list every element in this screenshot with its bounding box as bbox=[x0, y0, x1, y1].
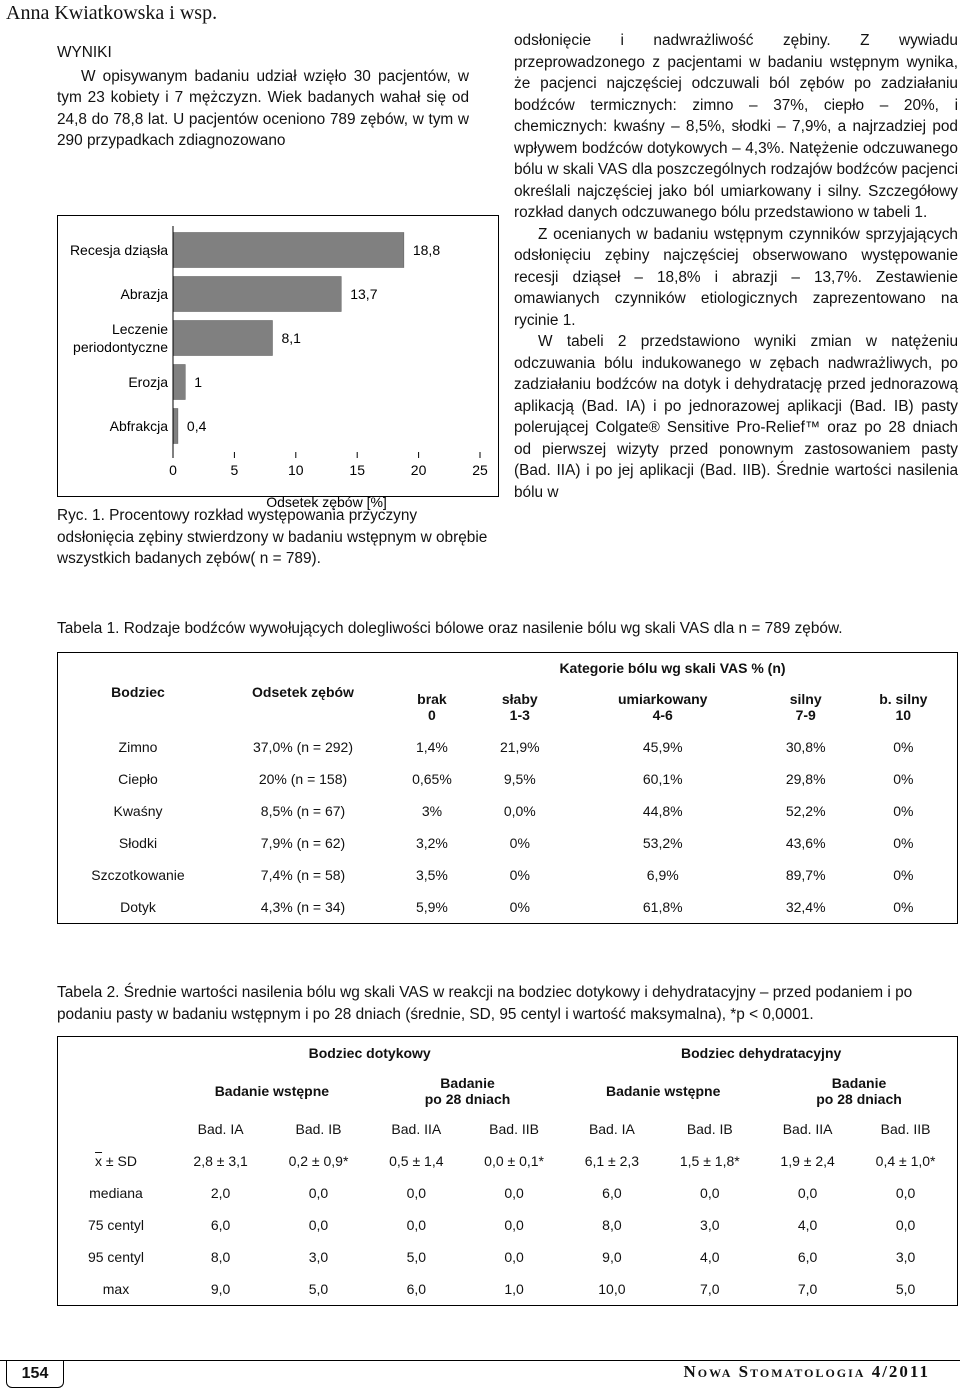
table1-cell: 53,2% bbox=[642, 835, 683, 851]
right-column bbox=[514, 30, 958, 503]
table2-subcolumn-header: Bad. IA bbox=[197, 1121, 244, 1137]
table2-dehyd-baseline: Badanie wstępne bbox=[605, 1083, 721, 1099]
right-paragraph-3: W tabeli 2 przedstawiono wyniki zmian w natężeniu odczuwania bólu indukowanego w zębach nadwrażliwych, po zadziałaniu bodźców na dotyk i dehydratację przed jednorazową aplikacją (Bad. IA) i po jednorazowej aplikacji (Bad. IB) pasty polerującej Colgate® Sensitive Pro-Relief™ oraz po 28 dniach od pierwszej wizyty przed ponownym zastosowaniem pasty (Bad. IIA) i po jej aplikacji (Bad. IIB). Średnie wartości nasilenia bólu w bbox=[514, 333, 958, 501]
table1-cell: Ciepło bbox=[118, 771, 158, 787]
table2-cell: 8,0 bbox=[602, 1217, 622, 1233]
table1-header-vas: Kategorie bólu wg skali VAS % (n) bbox=[559, 660, 786, 676]
table1-cell: 32,4% bbox=[785, 899, 826, 915]
table1-header-stimulus: Bodziec bbox=[111, 684, 165, 700]
x-tick-label-4: 20 bbox=[410, 462, 427, 478]
table2-cell: 6,0 bbox=[797, 1249, 818, 1265]
table1-cell: 0% bbox=[893, 835, 914, 851]
table1-vas-category-1 bbox=[476, 683, 564, 731]
table1-cell: 3,5% bbox=[415, 867, 448, 883]
table2-cell: 0,0 bbox=[797, 1185, 818, 1201]
table-row bbox=[58, 1145, 958, 1177]
table1-caption: Tabela 1. Rodzaje bodźców wywołujących dolegliwości bólowe oraz nasilenie bólu wg skali VAS dla n = 789 zębów. bbox=[57, 620, 843, 637]
vas-category-range: 0 bbox=[428, 707, 436, 723]
table-1 bbox=[57, 652, 958, 924]
category-label-4: Abfrakcja bbox=[109, 418, 168, 434]
page-number: 154 bbox=[6, 1361, 64, 1388]
table2-body bbox=[58, 1145, 958, 1306]
x-tick-label-3: 15 bbox=[349, 462, 365, 478]
table2-cell: 0,0 bbox=[308, 1185, 329, 1201]
table2-subcolumn-header: Bad. IA bbox=[588, 1121, 635, 1137]
table2-cell: 8,0 bbox=[210, 1249, 231, 1265]
bar-0 bbox=[173, 233, 404, 268]
table2-cell: 6,0 bbox=[406, 1281, 427, 1297]
table2-cell: 3,0 bbox=[308, 1249, 329, 1265]
category-label-0: Recesja dziąsła bbox=[69, 242, 168, 258]
table1-cell: Kwaśny bbox=[113, 803, 163, 819]
results-heading: WYNIKI bbox=[57, 44, 112, 61]
table2-cell: 1,9 ± 2,4 bbox=[780, 1153, 835, 1169]
table2-subcolumn-row bbox=[58, 1113, 958, 1145]
table2-dehyd-after-l1: Badanie bbox=[831, 1075, 887, 1091]
table2-cell: 0,0 ± 0,1* bbox=[484, 1153, 544, 1169]
table1-cell: 0,65% bbox=[412, 771, 452, 787]
table1-cell: 0% bbox=[893, 771, 914, 787]
table2-cell: 0,0 bbox=[308, 1217, 329, 1233]
table1-cell: 0,0% bbox=[503, 803, 536, 819]
right-paragraph-1: odsłonięcie i nadwrażliwość zębiny. Z wywiadu przeprowadzonego z pacjentami w badaniu wstępnym wynika, że pacjenci najczęściej odczuwali ból zębów po zadziałaniu bodźców termicznych: zimno – 37%, ciepło – 20%, i chemicznych: kwaśny – 8,5%, słodki – 7,9%, a najrzadziej pod wpływem bodźców dotykowych – 4,3%. Natężenie odczuwanego bólu w skali VAS dla poszczególnych rodzajów bodźców pacjenci określali najczęściej jako ból umiarkowany i silny. Szczegółowy rozkład danych odczuwanego bólu przedstawiono w tabeli 1. bbox=[514, 32, 958, 221]
value-label-3: 1 bbox=[194, 374, 203, 390]
category-label-1: Abrazja bbox=[120, 286, 168, 302]
category-label-2-0: Leczenie bbox=[111, 321, 168, 337]
table2-cell: 2,0 bbox=[210, 1185, 231, 1201]
table1-cell: 9,5% bbox=[503, 771, 536, 787]
table2-cell: 10,0 bbox=[598, 1281, 626, 1297]
table2-touch-after-l2: po 28 dniach bbox=[424, 1091, 511, 1107]
table1-cell: Szczotkowanie bbox=[91, 867, 185, 883]
running-title: Anna Kwiatkowska i wsp. bbox=[6, 2, 218, 24]
figure-caption: Ryc. 1. Procentowy rozkład występowania przyczyny odsłonięcia zębiny stwierdzony w badaniu wstępnym w obrębie wszystkich badanych zębów( n = 789). bbox=[57, 507, 488, 567]
table2-cell: 9,0 bbox=[210, 1281, 231, 1297]
vas-category-range: 7-9 bbox=[795, 707, 816, 723]
table2-cell: 0,0 bbox=[406, 1185, 427, 1201]
table1-vas-category-0 bbox=[388, 683, 476, 731]
value-label-2: 8,1 bbox=[281, 330, 301, 346]
table2-dehyd-after-l2: po 28 dniach bbox=[816, 1091, 902, 1107]
value-label-4: 0,4 bbox=[186, 418, 207, 434]
table1-cell: Słodki bbox=[118, 835, 158, 851]
table2-group-touch: Bodziec dotykowy bbox=[308, 1045, 431, 1061]
table2-caption: Tabela 2. Średnie wartości nasilenia bólu wg skali VAS w reakcji na bodziec dotykowy i dehydratacyjny – przed podaniem i po podaniu pasty w badaniu wstępnym i po 28 dniach (średnie, SD, 95 centyl i wartość maksymalna), *p < 0,0001. bbox=[57, 984, 913, 1023]
table2-cell: 0,0 bbox=[700, 1185, 720, 1201]
bar-2 bbox=[173, 321, 272, 356]
table1-cell: 6,9% bbox=[646, 867, 679, 883]
vas-category-name: silny bbox=[789, 691, 822, 707]
table-row bbox=[58, 1273, 958, 1306]
table-row bbox=[58, 891, 958, 924]
table2-row-label bbox=[58, 1145, 175, 1177]
table1-cell: 1,4% bbox=[415, 739, 448, 755]
table1-cell: 89,7% bbox=[785, 867, 826, 883]
table1-body bbox=[58, 731, 958, 924]
vas-category-range: 1-3 bbox=[509, 707, 530, 723]
vas-category-name: brak bbox=[417, 691, 447, 707]
table1-vas-category-3 bbox=[762, 683, 850, 731]
table-row bbox=[58, 795, 958, 827]
table1-cell: 8,5% (n = 67) bbox=[260, 803, 346, 819]
table1-cell: 3,2% bbox=[415, 835, 448, 851]
table1-cell: 7,4% (n = 58) bbox=[260, 867, 346, 883]
table2-group-dehydration: Bodziec dehydratacyjny bbox=[681, 1045, 842, 1061]
mean-symbol: $\overline{x}$ bbox=[95, 1153, 103, 1169]
table1-cell: 5,9% bbox=[415, 899, 448, 915]
table1-cell: 0% bbox=[893, 899, 914, 915]
table1-cell: 60,1% bbox=[642, 771, 683, 787]
mean-suffix: ± SD bbox=[102, 1153, 137, 1169]
table1-cell: 21,9% bbox=[499, 739, 540, 755]
table1-cell: 3% bbox=[421, 803, 443, 819]
table2-blank bbox=[58, 1069, 175, 1113]
table-row bbox=[58, 827, 958, 859]
table1-cell: 45,9% bbox=[642, 739, 683, 755]
table2-cell: 0,0 bbox=[504, 1217, 524, 1233]
table1-cell: 7,9% (n = 62) bbox=[260, 835, 346, 851]
table1-cell: 0% bbox=[509, 899, 530, 915]
table2-cell: 0,0 bbox=[504, 1185, 524, 1201]
table1-cell: Zimno bbox=[118, 739, 158, 755]
x-tick-label-0: 0 bbox=[169, 462, 177, 478]
table2-cell: 1,0 bbox=[504, 1281, 524, 1297]
table1-cell: 0% bbox=[509, 835, 530, 851]
table2-cell: 6,0 bbox=[602, 1185, 622, 1201]
journal-name: Nowa Stomatologia 4/2011 bbox=[683, 1362, 930, 1381]
table1-cell: 0% bbox=[893, 867, 914, 883]
vas-category-range: 10 bbox=[895, 707, 912, 723]
table2-cell: 4,0 bbox=[700, 1249, 720, 1265]
table1-cell: 0% bbox=[893, 739, 914, 755]
table1-vas-category-4 bbox=[850, 683, 958, 731]
table2-cell: 5,0 bbox=[895, 1281, 916, 1297]
table2-dehyd-after bbox=[761, 1069, 957, 1113]
table-row bbox=[58, 763, 958, 795]
bar-3 bbox=[173, 365, 185, 400]
table2-subcolumn-header: Bad. IB bbox=[295, 1121, 342, 1137]
table-row bbox=[58, 859, 958, 891]
table-row bbox=[58, 1241, 958, 1273]
table2-cell: 0,0 bbox=[406, 1217, 427, 1233]
vas-category-range: 4-6 bbox=[652, 707, 673, 723]
table1-cell: 37,0% (n = 292) bbox=[252, 739, 353, 755]
table1-cell: 0% bbox=[893, 803, 914, 819]
table1-cell: 43,6% bbox=[785, 835, 826, 851]
x-tick-label-2: 10 bbox=[288, 462, 304, 478]
category-label-3: Erozja bbox=[128, 374, 168, 390]
table1-vas-category-2 bbox=[564, 683, 762, 731]
table2-touch-after bbox=[370, 1069, 566, 1113]
table2-cell: 0,0 bbox=[895, 1185, 916, 1201]
table-2 bbox=[57, 1036, 958, 1306]
x-tick-label-5: 25 bbox=[472, 462, 488, 478]
table-row bbox=[58, 1209, 958, 1241]
table2-cell: 9,0 bbox=[602, 1249, 622, 1265]
table1-cell: 0% bbox=[509, 867, 530, 883]
x-tick-label-1: 5 bbox=[230, 462, 239, 478]
table-row bbox=[58, 731, 958, 763]
table2-cell: 4,0 bbox=[797, 1217, 818, 1233]
value-label-0: 18,8 bbox=[412, 242, 441, 258]
bar-4 bbox=[173, 409, 178, 444]
table2-cell: 7,0 bbox=[700, 1281, 720, 1297]
table1-cell: Dotyk bbox=[120, 899, 156, 915]
table2-cell: 6,0 bbox=[210, 1217, 231, 1233]
table2-cell: 6,1 ± 2,3 bbox=[584, 1153, 640, 1169]
table2-cell: 0,0 bbox=[895, 1217, 916, 1233]
table2-touch-baseline: Badanie wstępne bbox=[214, 1083, 330, 1099]
table2-cell: 5,0 bbox=[308, 1281, 329, 1297]
table1-cell: 4,3% (n = 34) bbox=[260, 899, 346, 915]
table2-cell: 2,8 ± 3,1 bbox=[193, 1153, 248, 1169]
right-paragraph-2: Z ocenianych w badaniu wstępnym czynników sprzyjających odsłonięciu zębiny najczęściej obserwowano występowanie recesji dziąseł – 18,8% i abrazji – 13,7%. Zestawienie omawianych czynników etiologicznych zaprezentowano na rycinie 1. bbox=[514, 225, 958, 329]
table2-subcolumn-header: Bad. IIB bbox=[489, 1121, 539, 1137]
left-column bbox=[57, 42, 469, 152]
table2-row-label: 75 centyl bbox=[87, 1217, 145, 1233]
table2-sub-blank bbox=[58, 1113, 175, 1145]
table2-corner bbox=[58, 1037, 175, 1070]
table2-row-label: max bbox=[102, 1281, 130, 1297]
table2-cell: 0,5 ± 1,4 bbox=[389, 1153, 444, 1169]
table2-cell: 0,2 ± 0,9* bbox=[288, 1153, 349, 1169]
table1-header-percent: Odsetek zębów bbox=[252, 684, 354, 700]
footer-rule bbox=[0, 1360, 960, 1361]
table2-subcolumn-header: Bad. IB bbox=[686, 1121, 733, 1137]
bar-chart-svg bbox=[58, 216, 498, 510]
table1-cell: 52,2% bbox=[785, 803, 826, 819]
vas-category-name: słaby bbox=[501, 691, 538, 707]
table1-cell: 20% (n = 158) bbox=[258, 771, 348, 787]
category-label-2-1: periodontyczne bbox=[73, 339, 168, 355]
table2-cell: 0,4 ± 1,0* bbox=[875, 1153, 936, 1169]
table2-row-label: 95 centyl bbox=[87, 1249, 145, 1265]
x-axis-title: Odsetek zębów [%] bbox=[266, 494, 387, 510]
table2-cell: 0,0 bbox=[504, 1249, 524, 1265]
table1-cell: 44,8% bbox=[642, 803, 683, 819]
value-label-1: 13,7 bbox=[350, 286, 378, 302]
table2-cell: 1,5 ± 1,8* bbox=[679, 1153, 740, 1169]
table2-cell: 5,0 bbox=[406, 1249, 427, 1265]
table1-cell: 29,8% bbox=[785, 771, 826, 787]
table2-subcolumn-header: Bad. IIB bbox=[880, 1121, 931, 1137]
table2-subcolumn-header: Bad. IIA bbox=[782, 1121, 833, 1137]
vas-category-name: umiarkowany bbox=[617, 691, 708, 707]
vas-category-name: b. silny bbox=[879, 691, 928, 707]
table2-cell: 3,0 bbox=[700, 1217, 720, 1233]
table2-row-label: mediana bbox=[89, 1185, 143, 1201]
bar-1 bbox=[173, 277, 341, 312]
table2-subcolumn-header: Bad. IIA bbox=[391, 1121, 442, 1137]
table2-touch-after-l1: Badanie bbox=[440, 1075, 495, 1091]
table2-cell: 3,0 bbox=[895, 1249, 916, 1265]
table1-cell: 61,8% bbox=[642, 899, 683, 915]
results-paragraph: W opisywanym badaniu udział wzięło 30 pacjentów, w tym 23 kobiety i 7 mężczyzn. Wiek badanych wahał się od 24,8 do 78,8 lat. U pacjentów oceniono 789 zębów, w tym w 290 przypadkach zdiagnozowano bbox=[57, 67, 469, 149]
figure-1-chart bbox=[57, 215, 499, 510]
table1-cell: 30,8% bbox=[785, 739, 826, 755]
table-row bbox=[58, 1177, 958, 1209]
table2-cell: 7,0 bbox=[797, 1281, 818, 1297]
